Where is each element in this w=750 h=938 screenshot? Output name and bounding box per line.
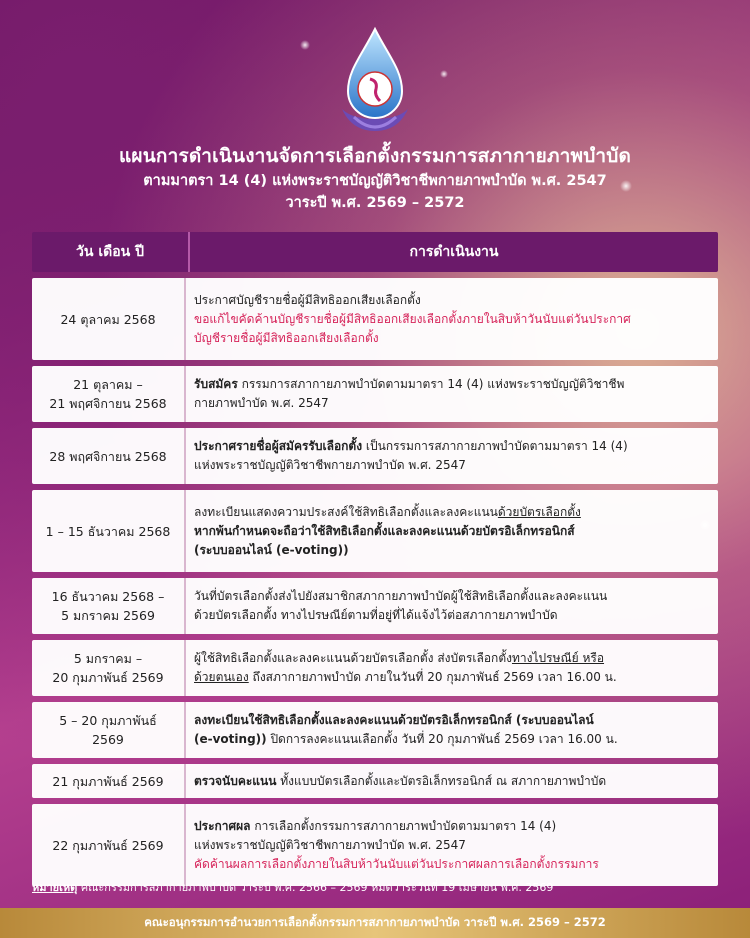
activity-line <box>194 291 708 310</box>
table-row <box>32 578 718 634</box>
activity-text: เป็นกรรมการสภากายภาพบำบัดตามมาตรา 14 (4) <box>362 439 628 453</box>
activity-line <box>194 503 708 522</box>
date-line: 16 ธันวาคม 2568 – <box>51 589 165 604</box>
table-row <box>32 366 718 422</box>
activity-text: ด้วยบัตรเลือกตั้ง <box>497 504 581 519</box>
activity-text: ประกาศรายชื่อผู้สมัครรับเลือกตั้ง <box>194 439 363 453</box>
table-row <box>32 640 718 696</box>
activity-line <box>194 817 708 836</box>
activity-text: การเลือกตั้งกรรมการสภากายภาพบำบัดตามมาตรา 14 (4) <box>250 818 557 833</box>
council-logo <box>330 25 420 145</box>
activity-text: ประกาศผล <box>194 818 251 833</box>
date-line: 20 กุมภาพันธ์ 2569 <box>52 670 164 685</box>
activity-text: ด้วยบัตรเลือกตั้ง ทางไปรษณีย์ตามที่อยู่ที่ได้แจ้งไว้ต่อสภากายภาพบำบัด <box>194 608 558 622</box>
row-date <box>32 764 186 798</box>
page-subtitle: ตามมาตรา 14 (4) แห่งพระราชบัญญัติวิชาชีพกายภาพบำบัด พ.ศ. 2547 <box>143 173 607 189</box>
activity-text: ถึงสภากายภาพบำบัด ภายในวันที่ 20 กุมภาพันธ์ 2569 เวลา 16.00 น. <box>248 670 617 684</box>
date-line: 21 กุมภาพันธ์ 2569 <box>52 773 164 789</box>
header-date: วัน เดือน ปี <box>32 232 190 272</box>
footnote-text: คณะกรรมการสภากายภาพบำบัด วาระปี พ.ศ. 2566 – 2569 หมดวาระวันที่ 19 เมษายน พ.ศ. 2569 <box>77 881 554 894</box>
activity-line <box>194 606 708 625</box>
activity-text: ตรวจนับคะแนน <box>194 773 277 788</box>
row-date <box>32 578 186 634</box>
activity-line <box>194 649 708 668</box>
table-row <box>32 428 718 484</box>
activity-text: ทางไปรษณีย์ หรือ <box>511 651 605 665</box>
activity-line <box>194 394 708 413</box>
table-row <box>32 490 718 572</box>
table-row <box>32 764 718 798</box>
row-activity <box>186 764 718 798</box>
table-row <box>32 804 718 886</box>
activity-text: ปิดการลงคะแนนเลือกตั้ง วันที่ 20 กุมภาพันธ์ 2569 เวลา 16.00 น. <box>266 732 618 746</box>
activity-line <box>194 855 708 874</box>
activity-line <box>194 711 708 730</box>
activity-text: กรรมการสภากายภาพบำบัดตามมาตรา 14 (4) แห่งพระราชบัญญัติวิชาชีพ <box>237 377 625 391</box>
table-header <box>32 232 718 272</box>
date-line: 21 พฤศจิกายน 2568 <box>49 396 167 411</box>
footnote <box>32 878 553 896</box>
date-line: 5 มกราคม – <box>73 651 143 666</box>
activity-line <box>194 310 708 329</box>
activity-text: ลงทะเบียนแสดงความประสงค์ใช้สิทธิเลือกตั้งและลงคะแนน <box>194 504 498 519</box>
page-title: แผนการดำเนินงานจัดการเลือกตั้งกรรมการสภากายภาพบำบัด <box>118 145 632 167</box>
activity-line <box>194 772 708 791</box>
activity-text: บัญชีรายชื่อผู้มีสิทธิออกเสียงเลือกตั้ง <box>194 330 379 345</box>
activity-text: กายภาพบำบัด พ.ศ. 2547 <box>194 396 329 410</box>
activity-line <box>194 456 708 475</box>
activity-text: คัดค้านผลการเลือกตั้งภายในสิบห้าวันนับแต่วันประกาศผลการเลือกตั้งกรรมการ <box>194 856 599 871</box>
activity-line <box>194 375 708 394</box>
activity-text: (ระบบออนไลน์ (e-voting)) <box>194 542 349 557</box>
activity-text: ประกาศบัญชีรายชื่อผู้มีสิทธิออกเสียงเลือกตั้ง <box>194 292 421 307</box>
row-date <box>32 366 186 422</box>
activity-line <box>194 730 708 749</box>
date-line: 21 ตุลาคม – <box>73 377 143 392</box>
activity-text: แห่งพระราชบัญญัติวิชาชีพกายภาพบำบัด พ.ศ. 2547 <box>194 458 466 472</box>
activity-line <box>194 587 708 606</box>
activity-line <box>194 541 708 560</box>
table-row <box>32 278 718 360</box>
activity-text: ทั้งแบบบัตรเลือกตั้งและบัตรอิเล็กทรอนิกส์ ณ สภากายภาพบำบัด <box>276 773 607 788</box>
page-term: วาระปี พ.ศ. 2569 – 2572 <box>285 195 465 211</box>
row-activity <box>186 428 718 484</box>
row-activity <box>186 578 718 634</box>
date-line: 24 ตุลาคม 2568 <box>60 311 156 327</box>
row-date <box>32 702 186 758</box>
date-line: 2569 <box>92 732 124 747</box>
row-activity <box>186 640 718 696</box>
activity-text: แห่งพระราชบัญญัติวิชาชีพกายภาพบำบัด พ.ศ. 2547 <box>194 837 466 852</box>
date-line: 22 กุมภาพันธ์ 2569 <box>52 837 164 853</box>
schedule-table <box>32 232 718 886</box>
row-date <box>32 804 186 886</box>
row-date <box>32 640 186 696</box>
activity-line <box>194 668 708 687</box>
activity-line <box>194 437 708 456</box>
date-line: 5 มกราคม 2569 <box>61 608 155 623</box>
row-activity <box>186 702 718 758</box>
page-title-block <box>0 142 750 214</box>
row-activity <box>186 804 718 886</box>
table-row <box>32 702 718 758</box>
activity-text: (e-voting)) <box>194 732 267 746</box>
row-activity <box>186 278 718 360</box>
date-line: 5 – 20 กุมภาพันธ์ <box>59 713 157 728</box>
activity-line <box>194 836 708 855</box>
activity-text: รับสมัคร <box>194 377 238 391</box>
activity-text: ขอแก้ไขคัดค้านบัญชีรายชื่อผู้มีสิทธิออกเสียงเลือกตั้งภายในสิบห้าวันนับแต่วันประกาศ <box>194 311 631 326</box>
row-activity <box>186 366 718 422</box>
row-date <box>32 490 186 572</box>
activity-text: หากพ้นกำหนดจะถือว่าใช้สิทธิเลือกตั้งและลงคะแนนด้วยบัตรอิเล็กทรอนิกส์ <box>194 523 575 538</box>
row-activity <box>186 490 718 572</box>
activity-text: ลงทะเบียนใช้สิทธิเลือกตั้งและลงคะแนนด้วยบัตรอิเล็กทรอนิกส์ (ระบบออนไลน์ <box>194 713 594 727</box>
date-line: 1 – 15 ธันวาคม 2568 <box>45 523 171 539</box>
footer-bar: คณะอนุกรรมการอำนวยการเลือกตั้งกรรมการสภากายภาพบำบัด วาระปี พ.ศ. 2569 – 2572 <box>0 908 750 938</box>
activity-text: ผู้ใช้สิทธิเลือกตั้งและลงคะแนนด้วยบัตรเลือกตั้ง ส่งบัตรเลือกตั้ง <box>194 651 512 665</box>
activity-text: วันที่บัตรเลือกตั้งส่งไปยังสมาชิกสภากายภาพบำบัดผู้ใช้สิทธิเลือกตั้งและลงคะแนน <box>194 589 608 603</box>
activity-text: ด้วยตนเอง <box>194 670 249 684</box>
row-date <box>32 428 186 484</box>
header-activity: การดำเนินงาน <box>409 244 499 260</box>
footnote-label: หมายเหตุ <box>32 881 78 894</box>
row-date <box>32 278 186 360</box>
activity-line <box>194 329 708 348</box>
activity-line <box>194 522 708 541</box>
date-line: 28 พฤศจิกายน 2568 <box>49 448 167 464</box>
